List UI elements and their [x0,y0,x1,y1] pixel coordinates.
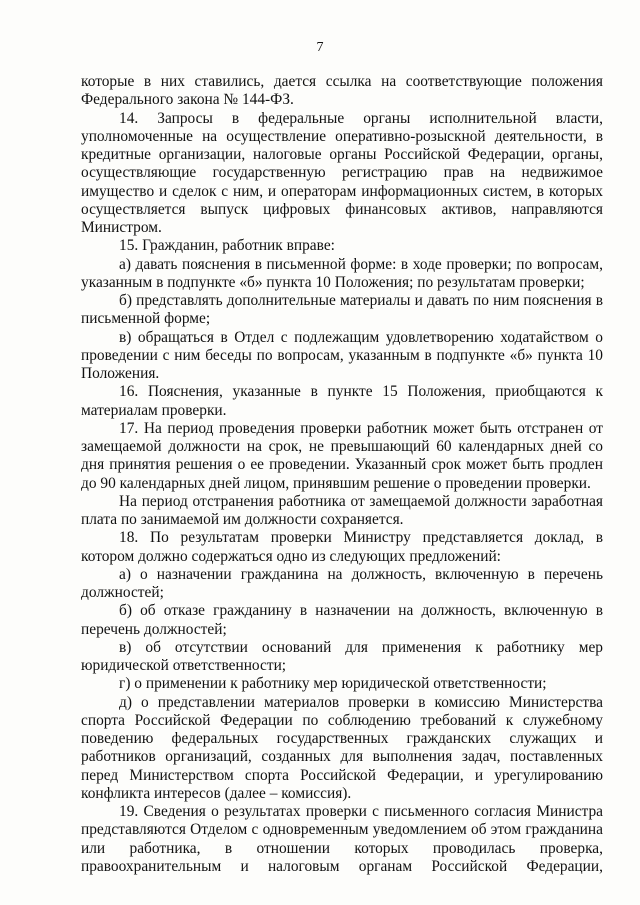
paragraph-17: 17. На период проведения проверки работник может быть отстранен от замещаемой должности на срок, не превышающий 60 календарных дней со дня принятия решения о ее проведении. Указанный срок может быть продлен до 90 календарных дней лицом, принявшим решение о проведении проверки. [81,419,603,492]
page-number: 7 [316,40,324,55]
paragraph-19: 19. Сведения о результатах проверки с письменного согласия Министра представляются Отделом с одновременным уведомлением об этом гражданина или работника, в отношении которых проводилась проверка, правоохранительным и налоговым органам Российской Федерации, [81,803,603,875]
paragraph-15-v: в) обращаться в Отдел с подлежащим удовлетворению ходатайством о проведении с ним беседы по вопросам, указанным в подпункте «б» пункта 10 Положения. [81,328,603,382]
paragraph-16: 16. Пояснения, указанные в пункте 15 Положения, приобщаются к материалам проверки. [81,383,603,419]
paragraph-18-d: д) о представлении материалов проверки в комиссию Министерства спорта Российской Федерации по соблюдению требований к служебному поведению федеральных государственных гражданских служащих и работников организаций, созданных для выполнения задач, поставленных перед Министерством спорта Российской Федерации, и урегулированию конфликта интересов (далее – комиссия). [81,693,603,802]
paragraph-continuation: которые в них ставились, дается ссылка на соответствующие положения Федерального закона № 144-ФЗ. [81,73,603,109]
paragraph-18-b: б) об отказе гражданину в назначении на должность, включенную в перечень должностей; [81,602,603,638]
paragraph-15: 15. Гражданин, работник вправе: [119,237,335,255]
paragraph-18-g: г) о применении к работнику мер юридической ответственности; [119,675,547,693]
paragraph-18-a: а) о назначении гражданина на должность, включенную в перечень должностей; [81,565,603,601]
paragraph-15-b: б) представлять дополнительные материалы и давать по ним пояснения в письменной форме; [81,292,603,328]
document-body [81,73,603,876]
paragraph-14: 14. Запросы в федеральные органы исполнительной власти, уполномоченные на осуществление оперативно-розыскной деятельности, в кредитные организации, налоговые органы Российской Федерации, органы, осуществляющие государственную регистрацию прав на недвижимое имущество и сделок с ним, и операторам информационных систем, в которых осуществляется выпуск цифровых финансовых активов, направляются Министром. [81,109,603,236]
paragraph-18-v: в) об отсутствии оснований для применения к работнику мер юридической ответственности; [81,638,603,674]
paragraph-15-a: а) давать пояснения в письменной форме: в ходе проверки; по вопросам, указанным в подпункте «б» пункта 10 Положения; по результатам проверки; [81,255,603,291]
paragraph-17-salary: На период отстранения работника от замещаемой должности заработная плата по занимаемой им должности сохраняется. [81,492,603,528]
paragraph-18: 18. По результатам проверки Министру представляется доклад, в котором должно содержаться одно из следующих предложений: [81,529,603,565]
